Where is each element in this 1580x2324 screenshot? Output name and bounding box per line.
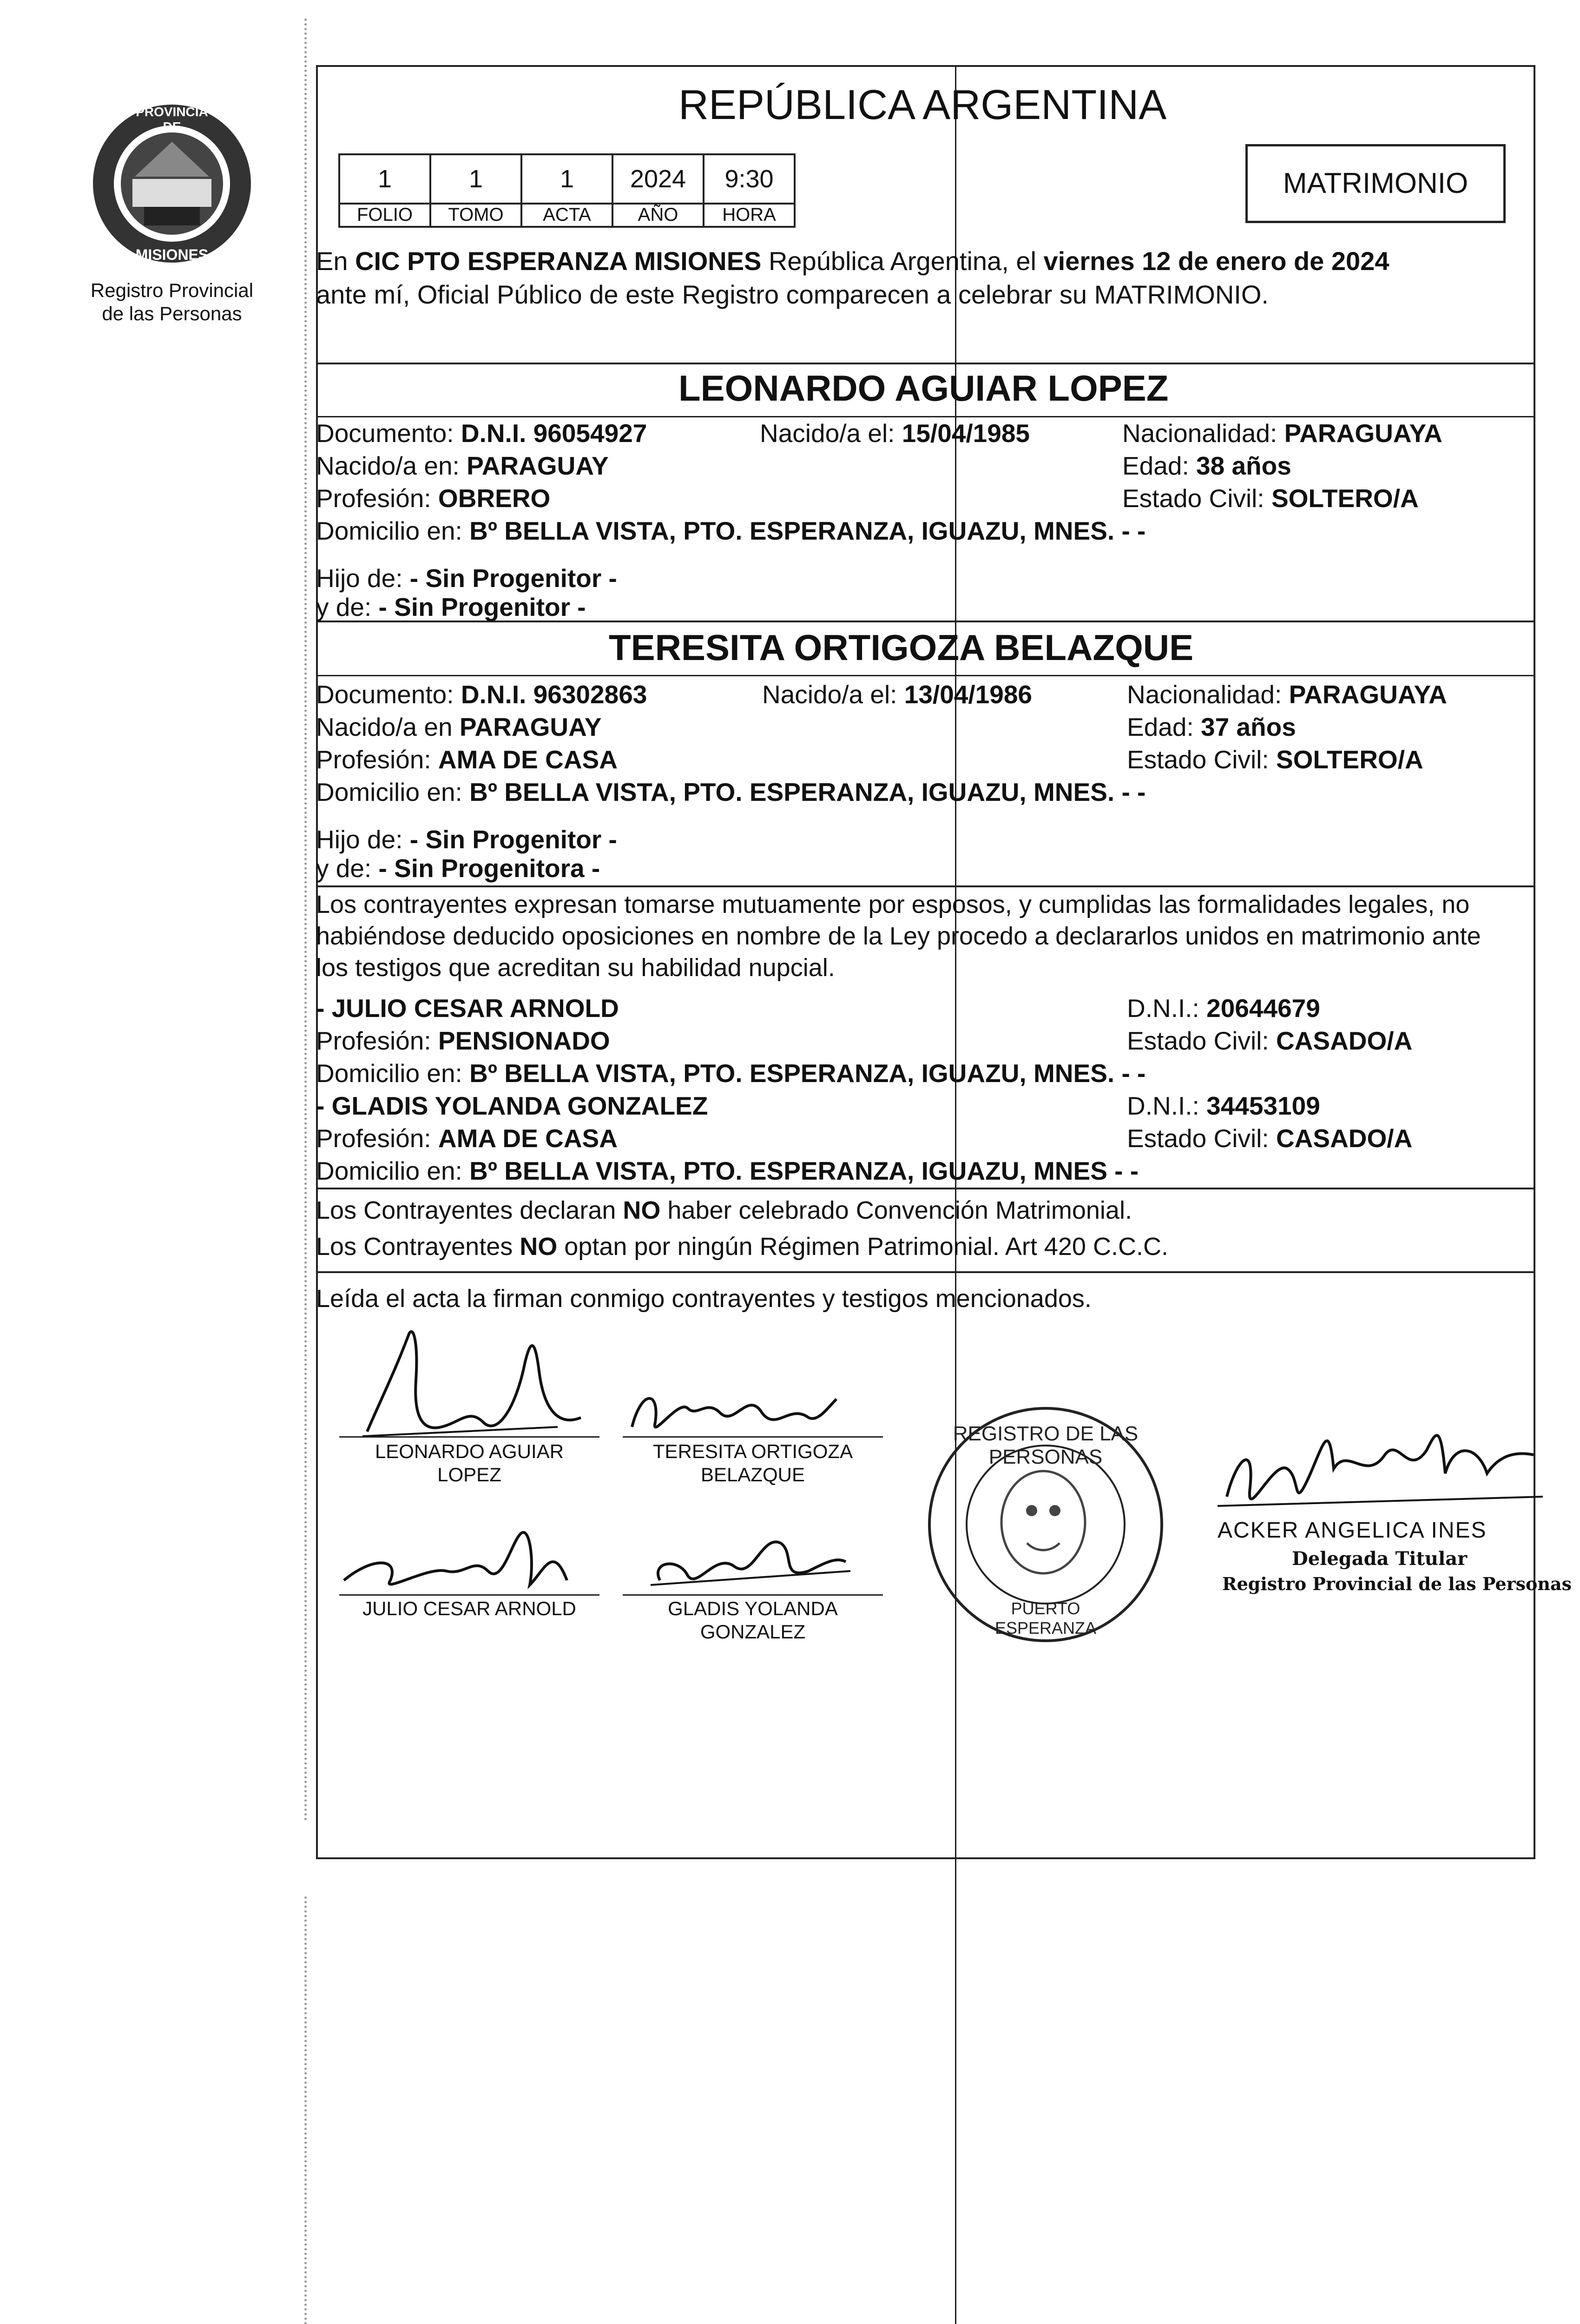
civil-value: CASADO/A	[1276, 1026, 1413, 1055]
label: Nacido/a el:	[762, 680, 904, 709]
declaration-line-2: habiéndose deducido oposiciones en nombre de la Ley procedo a declararlos unidos en matrimonio ante	[316, 922, 1481, 950]
father-value: - Sin Progenitor -	[409, 564, 617, 593]
record-type-box	[1245, 144, 1506, 223]
spouse2-doc	[316, 679, 647, 710]
born-value: 15/04/1985	[902, 419, 1030, 448]
seal-caption-line2: de las Personas	[102, 303, 242, 324]
seal-caption-line1: Registro Provincial	[90, 279, 254, 301]
spouse2-job	[316, 744, 618, 775]
scan-dots	[304, 19, 307, 1822]
label: Edad:	[1122, 451, 1197, 480]
label: Documento:	[316, 419, 461, 448]
label: Estado Civil:	[1127, 1124, 1276, 1153]
sig3-line1: JULIO CESAR ARNOLD	[362, 1598, 576, 1619]
label: y de:	[316, 593, 379, 621]
label: Profesión:	[316, 1124, 438, 1153]
sig4-name	[623, 1597, 883, 1644]
witness1-job	[316, 1025, 610, 1056]
signature-leonardo	[339, 1315, 599, 1455]
sig-line-1	[339, 1436, 599, 1438]
label: Domicilio en:	[316, 1156, 470, 1185]
label: Nacido/a en:	[316, 451, 467, 480]
sig1-name	[339, 1440, 599, 1486]
intro-text: En	[316, 246, 356, 276]
spouse1-place	[316, 450, 609, 482]
mother-value: - Sin Progenitor -	[378, 593, 586, 621]
frame-bottom	[316, 1857, 1535, 1859]
label: y de:	[316, 854, 379, 883]
sig1-line2: LOPEZ	[437, 1464, 501, 1486]
divider-header	[316, 363, 1535, 364]
doc-value: D.N.I. 96302863	[461, 680, 647, 709]
seal-caption	[74, 279, 270, 325]
addr-value: Bº BELLA VISTA, PTO. ESPERANZA, IGUAZU, MNES - -	[469, 1156, 1139, 1185]
spouse2-name-underline	[316, 675, 1535, 676]
father-value: - Sin Progenitor -	[409, 825, 617, 854]
spouse1-addr	[316, 515, 1146, 547]
officer-name: ACKER ANGELICA INES	[1218, 1518, 1487, 1543]
label: Domicilio en:	[316, 516, 470, 545]
intro-line-2: ante mí, Oficial Público de este Registro comparecen a celebrar su MATRIMONIO.	[316, 280, 1269, 309]
divider-spouse2	[316, 885, 1535, 887]
dni-value: 34453109	[1206, 1091, 1320, 1120]
witness2-name: - GLADIS YOLANDA GONZALEZ	[316, 1091, 708, 1120]
frame-top	[316, 65, 1535, 67]
regime-no: NO	[520, 1233, 558, 1261]
label: Estado Civil:	[1122, 484, 1271, 513]
label: Hijo de:	[316, 564, 410, 593]
civil-value: CASADO/A	[1276, 1124, 1413, 1153]
tomo-label: TOMO	[429, 203, 522, 228]
regime-text: Los Contrayentes declaran	[316, 1196, 623, 1224]
spouse1-civil	[1122, 482, 1419, 514]
spouse1-name: LEONARDO AGUIAR LOPEZ	[678, 368, 1169, 409]
intro-line-1	[316, 245, 1389, 277]
sig4-line1: GLADIS YOLANDA	[668, 1598, 838, 1619]
label: Nacido/a el:	[760, 419, 902, 448]
witness2-dni	[1127, 1090, 1320, 1122]
born-value: 13/04/1986	[904, 680, 1033, 709]
sig2-line2: BELAZQUE	[700, 1464, 805, 1486]
witness2-addr	[316, 1155, 1139, 1187]
spouse2-place	[316, 711, 601, 743]
job-value: OBRERO	[438, 484, 551, 513]
regime-text: Los Contrayentes	[316, 1233, 520, 1261]
seal-ring-text-bottom: MISIONES	[135, 246, 209, 263]
spouse2-addr	[316, 776, 1146, 808]
label: Estado Civil:	[1127, 745, 1276, 774]
spouse1-age	[1122, 450, 1291, 482]
civil-value: SOLTERO/A	[1276, 745, 1423, 774]
nat-value: PARAGUAYA	[1284, 419, 1442, 448]
mother-value: - Sin Progenitora -	[378, 854, 600, 883]
folio-value: 1	[338, 153, 431, 205]
intro-text: República Argentina, el	[761, 246, 1044, 276]
hora-value: 9:30	[703, 153, 796, 205]
anio-label: AÑO	[612, 203, 704, 228]
spouse1-father	[316, 562, 617, 594]
declaration-line-1: Los contrayentes expresan tomarse mutuamente por esposos, y cumplidas las formalidades legales, no	[316, 891, 1470, 918]
regime-text: optan por ningún Régimen Patrimonial. Art 420 C.C.C.	[557, 1233, 1168, 1261]
spouse2-civil	[1127, 744, 1423, 775]
doc-value: D.N.I. 96054927	[461, 419, 647, 448]
label: Documento:	[316, 680, 461, 709]
label: Hijo de:	[316, 825, 410, 854]
addr-value: Bº BELLA VISTA, PTO. ESPERANZA, IGUAZU, MNES. - -	[469, 516, 1146, 545]
job-value: AMA DE CASA	[438, 745, 618, 774]
seal-ring-text-top: PROVINCIA DE	[136, 105, 208, 134]
acta-value: 1	[520, 153, 613, 205]
witness2-civil	[1127, 1122, 1412, 1154]
scan-dots	[304, 1896, 307, 2324]
divider-regime	[316, 1271, 1535, 1273]
stamp-center-text: PUERTO ESPERANZA	[994, 1599, 1097, 1637]
provincial-seal	[88, 100, 256, 267]
addr-value: Bº BELLA VISTA, PTO. ESPERANZA, IGUAZU, MNES. - -	[469, 1059, 1146, 1088]
registry-stamp	[925, 1404, 1166, 1645]
spouse2-mother	[316, 852, 600, 884]
spouse2-name: TERESITA ORTIGOZA BELAZQUE	[609, 627, 1194, 668]
sig4-line2: GONZALEZ	[700, 1621, 806, 1643]
label: Domicilio en:	[316, 1059, 470, 1088]
civil-value: SOLTERO/A	[1271, 484, 1419, 513]
sig1-line1: LEONARDO AGUIAR	[375, 1440, 564, 1462]
anio-value: 2024	[612, 153, 704, 205]
closing-text: Leída el acta la firman conmigo contrayentes y testigos mencionados.	[316, 1285, 1092, 1313]
sig-line-2	[623, 1436, 883, 1438]
signature-teresita	[623, 1371, 846, 1446]
label: Domicilio en:	[316, 778, 470, 806]
spouse2-nat	[1127, 679, 1447, 710]
age-value: 37 años	[1201, 713, 1296, 741]
folio-label: FOLIO	[338, 203, 431, 228]
label: Estado Civil:	[1127, 1026, 1276, 1055]
spouse2-age	[1127, 711, 1296, 743]
divider-witnesses	[316, 1188, 1535, 1189]
witness1-name: - JULIO CESAR ARNOLD	[316, 994, 619, 1023]
regime-no: NO	[623, 1196, 661, 1224]
declaration-line-3: los testigos que acreditan su habilidad nupcial.	[316, 954, 835, 982]
label: Profesión:	[316, 1026, 438, 1055]
spouse1-mother	[316, 591, 586, 623]
label: D.N.I.:	[1127, 994, 1207, 1023]
intro-date: viernes 12 de enero de 2024	[1043, 246, 1389, 276]
nat-value: PARAGUAYA	[1289, 680, 1447, 709]
job-value: AMA DE CASA	[438, 1124, 618, 1153]
officer-title: Delegada Titular	[1292, 1548, 1468, 1570]
addr-value: Bº BELLA VISTA, PTO. ESPERANZA, IGUAZU, MNES. - -	[469, 778, 1146, 806]
label: Profesión:	[316, 484, 438, 513]
spouse1-born	[760, 417, 1030, 449]
country-title: REPÚBLICA ARGENTINA	[678, 82, 1167, 128]
intro-place: CIC PTO ESPERANZA MISIONES	[355, 246, 762, 276]
label: D.N.I.:	[1127, 1091, 1207, 1120]
stamp-ring-text: REGISTRO DE LAS PERSONAS	[953, 1422, 1139, 1468]
regime-line-2	[316, 1231, 1168, 1262]
age-value: 38 años	[1196, 451, 1291, 480]
officer-office: Registro Provincial de las Personas	[1222, 1573, 1572, 1594]
label: Profesión:	[316, 745, 438, 774]
signature-julio	[335, 1515, 595, 1599]
spouse1-job	[316, 482, 550, 514]
spouse1-doc	[316, 417, 647, 449]
label: Nacionalidad:	[1127, 680, 1289, 709]
sig3-name	[339, 1597, 599, 1620]
label: Nacido/a en	[316, 713, 460, 741]
sig2-name	[623, 1440, 883, 1486]
sig-line-3	[339, 1594, 599, 1596]
witness1-civil	[1127, 1025, 1412, 1056]
regime-text: haber celebrado Convención Matrimonial.	[660, 1196, 1132, 1224]
spouse2-born	[762, 679, 1032, 710]
place-value: PARAGUAY	[459, 713, 602, 741]
record-type: MATRIMONIO	[1283, 167, 1468, 199]
spouse1-nat	[1122, 417, 1442, 449]
sig-line-4	[623, 1594, 883, 1596]
job-value: PENSIONADO	[438, 1026, 610, 1055]
label: Nacionalidad:	[1122, 419, 1284, 448]
acta-label: ACTA	[520, 203, 613, 228]
witness1-dni	[1127, 992, 1320, 1024]
hora-label: HORA	[703, 203, 796, 228]
witness1-addr	[316, 1057, 1146, 1089]
tomo-value: 1	[429, 153, 522, 205]
spouse2-father	[316, 824, 617, 855]
witness2-job	[316, 1122, 618, 1154]
regime-line-1	[316, 1195, 1132, 1226]
place-value: PARAGUAY	[467, 451, 609, 480]
sig2-line1: TERESITA ORTIGOZA	[652, 1440, 853, 1462]
label: Edad:	[1127, 713, 1201, 741]
dni-value: 20644679	[1206, 994, 1320, 1023]
signature-gladis	[641, 1515, 855, 1599]
